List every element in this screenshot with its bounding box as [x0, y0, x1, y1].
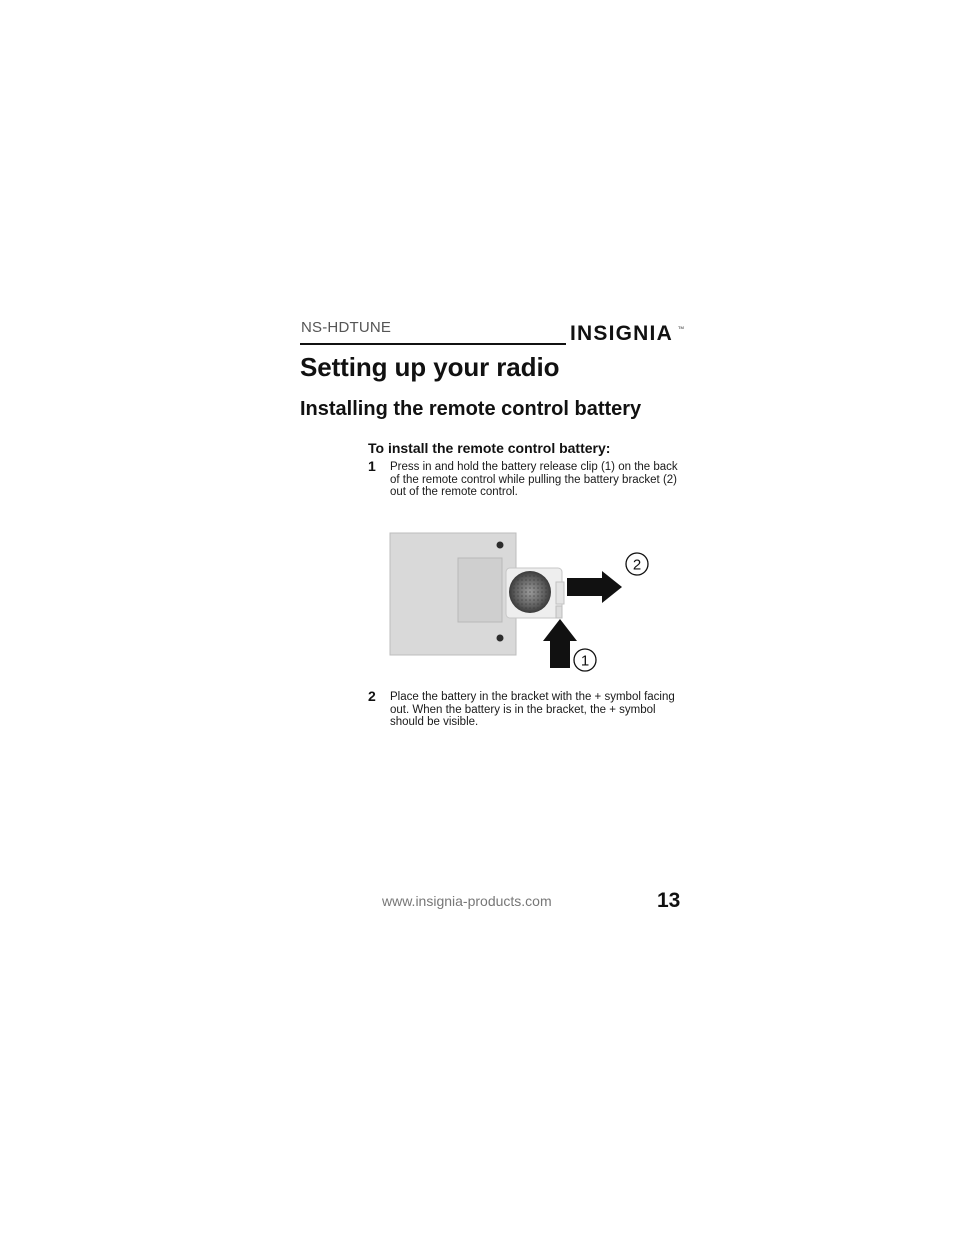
procedure-title: To install the remote control battery: [368, 440, 611, 456]
section-title: Installing the remote control battery [300, 398, 642, 420]
header-divider [300, 343, 566, 345]
callout-2-label: 2 [632, 556, 642, 574]
battery-bracket [506, 568, 564, 618]
page-title: Setting up your radio [300, 352, 560, 382]
step-text-1: Press in and hold the battery release clip (1) on the back of the remote control while pulling the battery bracket (2) out of the remote control. [390, 461, 678, 499]
battery-removal-illustration [388, 530, 652, 680]
step-number-2: 2 [368, 688, 376, 704]
model-number: NS-HDTUNE [301, 319, 392, 336]
step-text-2: Place the battery in the bracket with the + symbol facing out. When the battery is in the bracket, the + symbol should be visible. [390, 691, 675, 729]
insignia-logo [569, 318, 684, 348]
footer-website: www.insignia-products.com [382, 893, 552, 909]
callout-2-marker [626, 553, 648, 575]
page-number: 13 [657, 889, 681, 912]
release-clip [556, 606, 562, 618]
trademark-mark: TM [678, 325, 684, 330]
press-clip-arrow [543, 619, 577, 668]
brand-logo-text: INSIGNIA [570, 322, 673, 345]
callout-1-marker [574, 649, 596, 671]
remote-control-back [390, 533, 516, 655]
callout-1-label: 1 [580, 652, 590, 670]
pull-out-arrow [567, 571, 622, 603]
step-number-1: 1 [368, 458, 376, 474]
